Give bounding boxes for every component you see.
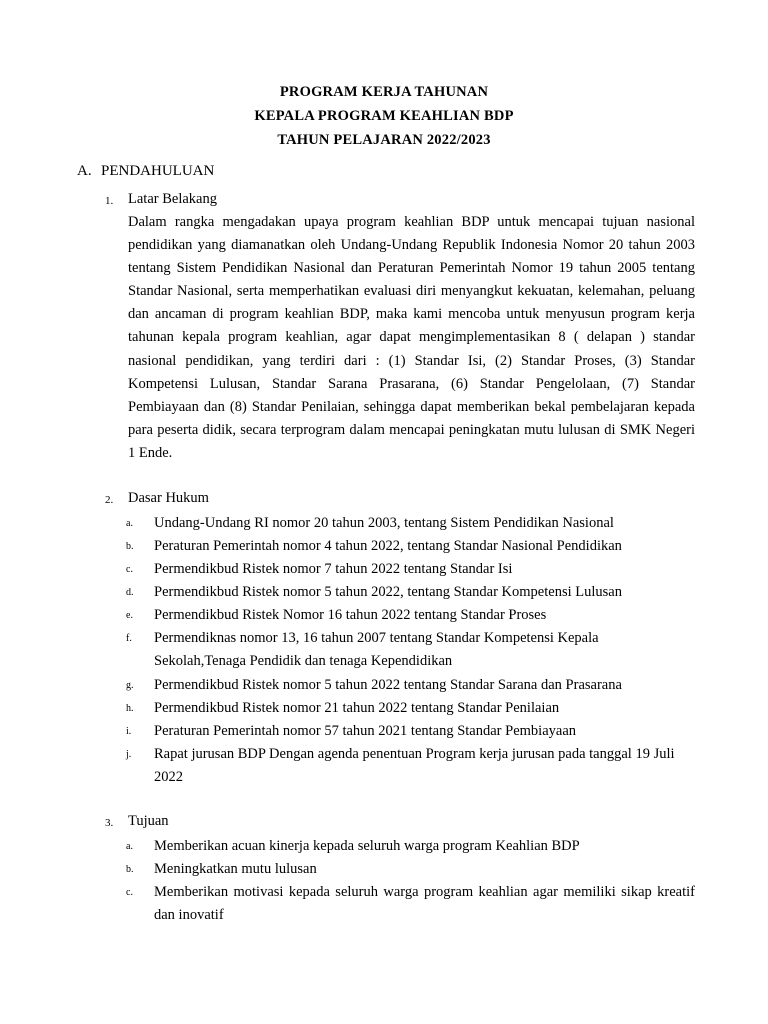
list-item: Permendikbud Ristek nomor 5 tahun 2022 tentang Standar Sarana dan Prasarana bbox=[154, 677, 622, 693]
list-letter: j. bbox=[126, 749, 132, 760]
doc-title-line-2: KEPALA PROGRAM KEAHLIAN BDP bbox=[254, 108, 514, 124]
list-letter: d. bbox=[126, 587, 134, 598]
list-letter: b. bbox=[126, 541, 134, 552]
latar-belakang-paragraph: Dalam rangka mengadakan upaya program keahlian BDP untuk mencapai tujuan nasional pendidikan yang diamanatkan oleh Undang-Undang Republik Indonesia Nomor 20 tahun 2003 tentang Sistem Pendidikan Nasional dan Peraturan Pemerintah Nomor 19 tahun 2005 tentang Standar Nasional, serta memperhatikan evaluasi diri menyangkut kekuatan, kelemahan, peluang dan ancaman di program keahlian BDP, maka kami mencoba untuk menyusun program kerja tahunan kepala program keahlian, agar dapat mengimplementasikan 8 ( delapan ) standar nasional pendidikan, yang terdiri dari : (1) Standar Isi, (2) Standar Proses, (3) Standar Kompetensi Lulusan, Standar Sarana Prasarana, (6) Standar Pengelolaan, (7) Standar Pembiayaan dan (8) Standar Penilaian, sehingga dapat memberikan bekal pembelajaran kepada para peserta didik, secara terprogram dalam mencapai peningkatan mutu lulusan di SMK Negeri 1 Ende. bbox=[128, 214, 695, 461]
list-item: Memberikan motivasi kepada seluruh warga program keahlian agar memiliki sikap kreatif dan inovatif bbox=[154, 884, 695, 923]
list-item: Permendikbud Ristek nomor 5 tahun 2022, tentang Standar Kompetensi Lulusan bbox=[154, 584, 622, 600]
list-item: Rapat jurusan BDP Dengan agenda penentuan Program kerja jurusan pada tanggal 19 Juli 2022 bbox=[154, 746, 675, 785]
list-item: Peraturan Pemerintah nomor 57 tahun 2021 tentang Standar Pembiayaan bbox=[154, 723, 577, 739]
doc-title-line-1: PROGRAM KERJA TAHUNAN bbox=[279, 84, 489, 100]
list-letter: e. bbox=[126, 610, 133, 621]
dasar-hukum-heading: Dasar Hukum bbox=[128, 490, 209, 506]
list-item: Memberikan acuan kinerja kepada seluruh warga program Keahlian BDP bbox=[154, 838, 580, 854]
list-letter: b. bbox=[126, 864, 134, 875]
list-letter: h. bbox=[126, 703, 134, 714]
section-title: PENDAHULUAN bbox=[101, 163, 215, 179]
list-item: Peraturan Pemerintah nomor 4 tahun 2022, tentang Standar Nasional Pendidikan bbox=[154, 538, 622, 554]
doc-title-line-3: TAHUN PELAJARAN 2022/2023 bbox=[277, 132, 491, 148]
item-number-2: 2. bbox=[105, 494, 114, 506]
list-letter: a. bbox=[126, 518, 133, 529]
list-item: Undang-Undang RI nomor 20 tahun 2003, tentang Sistem Pendidikan Nasional bbox=[154, 515, 614, 531]
section-letter: A. bbox=[77, 163, 92, 179]
list-letter: i. bbox=[126, 726, 132, 737]
list-item: Permendikbud Ristek nomor 21 tahun 2022 tentang Standar Penilaian bbox=[154, 700, 560, 716]
list-letter: f. bbox=[126, 633, 132, 644]
list-letter: c. bbox=[126, 887, 133, 898]
tujuan-heading: Tujuan bbox=[128, 813, 169, 829]
list-item: Permendikbud Ristek nomor 7 tahun 2022 tentang Standar Isi bbox=[154, 561, 513, 577]
latar-belakang-heading: Latar Belakang bbox=[128, 191, 217, 207]
item-number-1: 1. bbox=[105, 195, 114, 207]
list-item: Permendiknas nomor 13, 16 tahun 2007 tentang Standar Kompetensi Kepala Sekolah,Tenaga Pendidik dan tenaga Kependidikan bbox=[154, 630, 599, 669]
list-item: Meningkatkan mutu lulusan bbox=[154, 861, 317, 877]
list-item: Permendikbud Ristek Nomor 16 tahun 2022 tentang Standar Proses bbox=[154, 607, 547, 623]
item-number-3: 3. bbox=[105, 817, 114, 829]
list-letter: c. bbox=[126, 564, 133, 575]
list-letter: a. bbox=[126, 841, 133, 852]
list-letter: g. bbox=[126, 680, 134, 691]
